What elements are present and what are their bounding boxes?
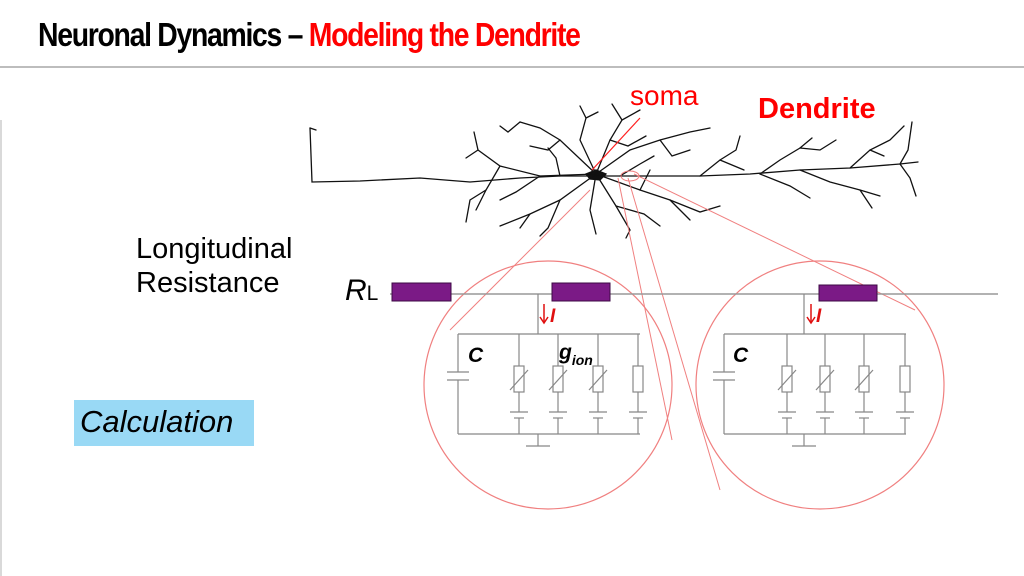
resistor-3 (819, 285, 877, 301)
title-highlight: Modeling the Dendrite (308, 16, 580, 53)
title-main: Neuronal Dynamics – (38, 16, 309, 53)
current-arrow-right (807, 304, 815, 323)
resistor-2 (552, 283, 610, 301)
conductance-label (559, 341, 593, 368)
circuit-right (713, 294, 914, 446)
circuit-left (447, 294, 647, 446)
resistance-symbol-sub: L (366, 282, 379, 305)
conductance-symbol: g (559, 341, 572, 364)
current-label-right: I (816, 306, 822, 327)
soma-label: soma (630, 80, 699, 111)
longitudinal-resistance-label: Longitudinal Resistance (136, 233, 293, 300)
calculation-label: Calculation (80, 404, 234, 439)
axon-trunk (310, 128, 918, 182)
current-label-left: I (550, 306, 556, 327)
resistance-symbol-main: R (345, 274, 367, 307)
dendrite-label: Dendrite (758, 93, 876, 125)
resistance-symbol (345, 274, 378, 308)
capacitance-label-right: C (733, 344, 749, 367)
conductance-branches-right (778, 334, 914, 434)
zoom-lines (450, 171, 915, 490)
resistor-1 (392, 283, 451, 301)
conductance-sub: ion (571, 352, 593, 368)
zoom-circle-left (424, 261, 672, 509)
current-arrow-left (540, 304, 548, 323)
capacitance-label-left: C (468, 344, 484, 367)
